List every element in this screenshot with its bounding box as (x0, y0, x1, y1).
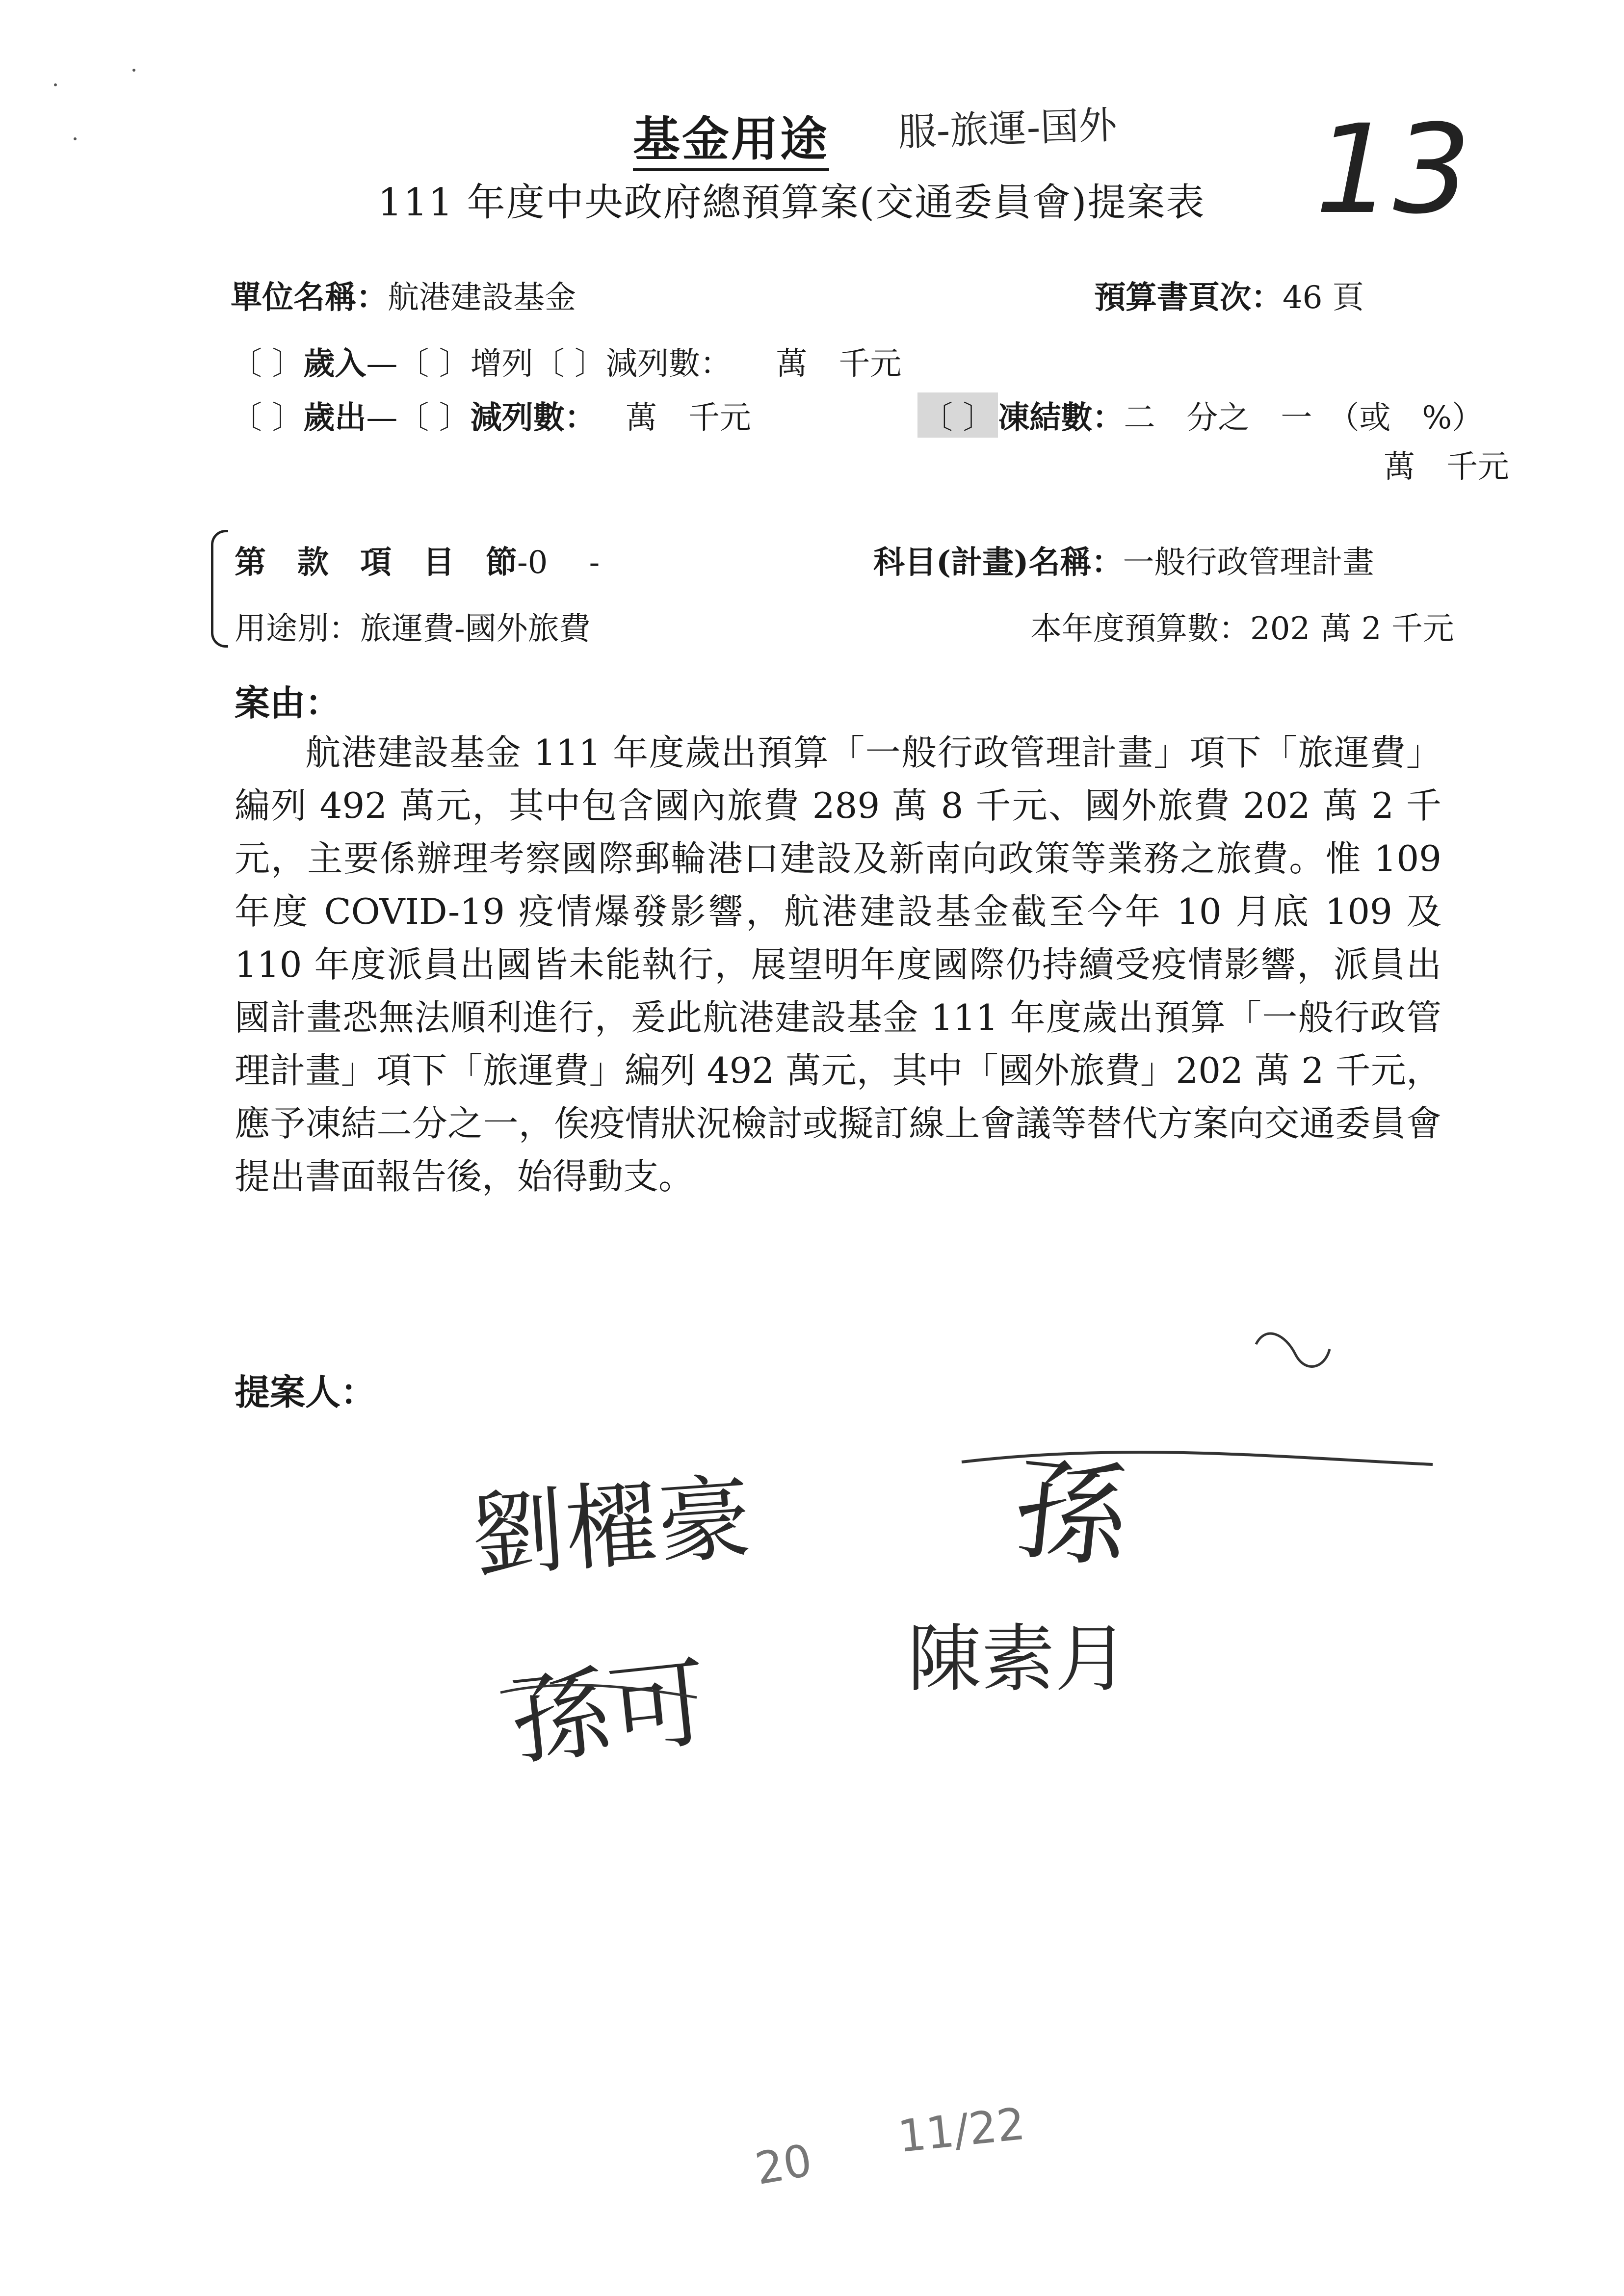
revenue-amount: 萬 千元 (776, 346, 902, 382)
page-number-label: 預算書頁次： (1094, 279, 1283, 316)
page-title: 基金用途 (633, 102, 829, 169)
revenue-checkbox: 〔 〕 (231, 346, 304, 382)
budget-value: 202 萬 2 千元 (1250, 611, 1454, 647)
revenue-increase-label: 增列 (470, 346, 533, 382)
expenditure-decrease-label: 減列數： (470, 399, 596, 436)
signature-1: 劉櫂豪 (468, 1463, 755, 1591)
revenue-label: 歲入 (303, 345, 367, 382)
usage-value: 旅運費-國外旅費 (360, 611, 591, 647)
usage-label: 用途別： (235, 611, 360, 647)
signature-stroke (962, 1452, 1433, 1464)
subject-value: 一般行政管理計畫 (1123, 545, 1374, 581)
unit-label: 單位名稱： (231, 279, 388, 316)
expenditure-amount: 萬 千元 (626, 400, 752, 436)
budget-label: 本年度預算數： (1030, 611, 1250, 647)
form-subtitle: 111 年度中央政府總預算案(交通委員會)提案表 (378, 181, 1205, 225)
signature-4: 孫可 (505, 1645, 713, 1780)
signature-stroke (500, 1685, 697, 1697)
page-number-value: 46 頁 (1283, 280, 1364, 316)
item-value: -0 - (517, 545, 600, 581)
reason-text: 航港建設基金 111 年度歲出預算「一般行政管理計畫」項下「旅運費」編列 492 萬元，其中包含國內旅費 289 萬 8 千元、國外旅費 202 萬 2 千元，主要係辦理考察國際郵輪港口建設及新南向政策等業務之旅費。惟 109 年度 COVID-19 疫情爆發影響，航港建設基金截至今年 10 月底 109 及 110 年度派員出國皆未能執行，展望明年度國際仍持續受疫情影響，派員出國計畫恐無法順利進行，爰此航港建設基金 111 年度歲出預算「一般行政管理計畫」項下「旅運費」編列 492 萬元，其中「國外旅費」202 萬 2 千元，應予凍結二分之一，俟疫情狀況檢討或擬訂線上會議等替代方案向交通委員會提出書面報告後，始得動支。 (235, 732, 1441, 1197)
subject-label: 科目(計畫)名稱： (873, 544, 1123, 581)
handwritten-category-note: 服-旅運-国外 (897, 103, 1118, 155)
revenue-increase-checkbox: 〔 〕 (397, 346, 471, 382)
expenditure-dash: — (366, 400, 398, 436)
expenditure-checkbox: 〔 〕 (231, 400, 304, 436)
expenditure-label: 歲出 (303, 399, 367, 436)
handwritten-proposal-number: 13 (1315, 98, 1471, 241)
unit-value: 航港建設基金 (388, 280, 576, 316)
date-note-1: 20 (751, 2134, 816, 2195)
freeze-label: 凍結數： (998, 399, 1124, 436)
revenue-decrease-label: 減列數： (606, 346, 732, 382)
revenue-dash: — (366, 346, 398, 382)
freeze-checkbox: 〔 〕 (917, 392, 998, 438)
item-label: 第 款 項 目 節 (235, 544, 517, 581)
expenditure-decrease-checkbox: 〔 〕 (397, 400, 471, 436)
signature-stroke (1256, 1333, 1330, 1366)
signature-3: 陳素月 (908, 1617, 1129, 1702)
freeze-value: 二 分之 一 （或 %） (1124, 400, 1484, 436)
reason-label: 案由： (235, 682, 341, 724)
revenue-decrease-checkbox: 〔 〕 (533, 346, 606, 382)
freeze-amount: 萬 千元 (1384, 449, 1509, 485)
signature-2: 孫 (1008, 1443, 1134, 1586)
date-note-2: 11/22 (895, 2098, 1028, 2163)
proposer-label: 提案人： (235, 1371, 376, 1413)
